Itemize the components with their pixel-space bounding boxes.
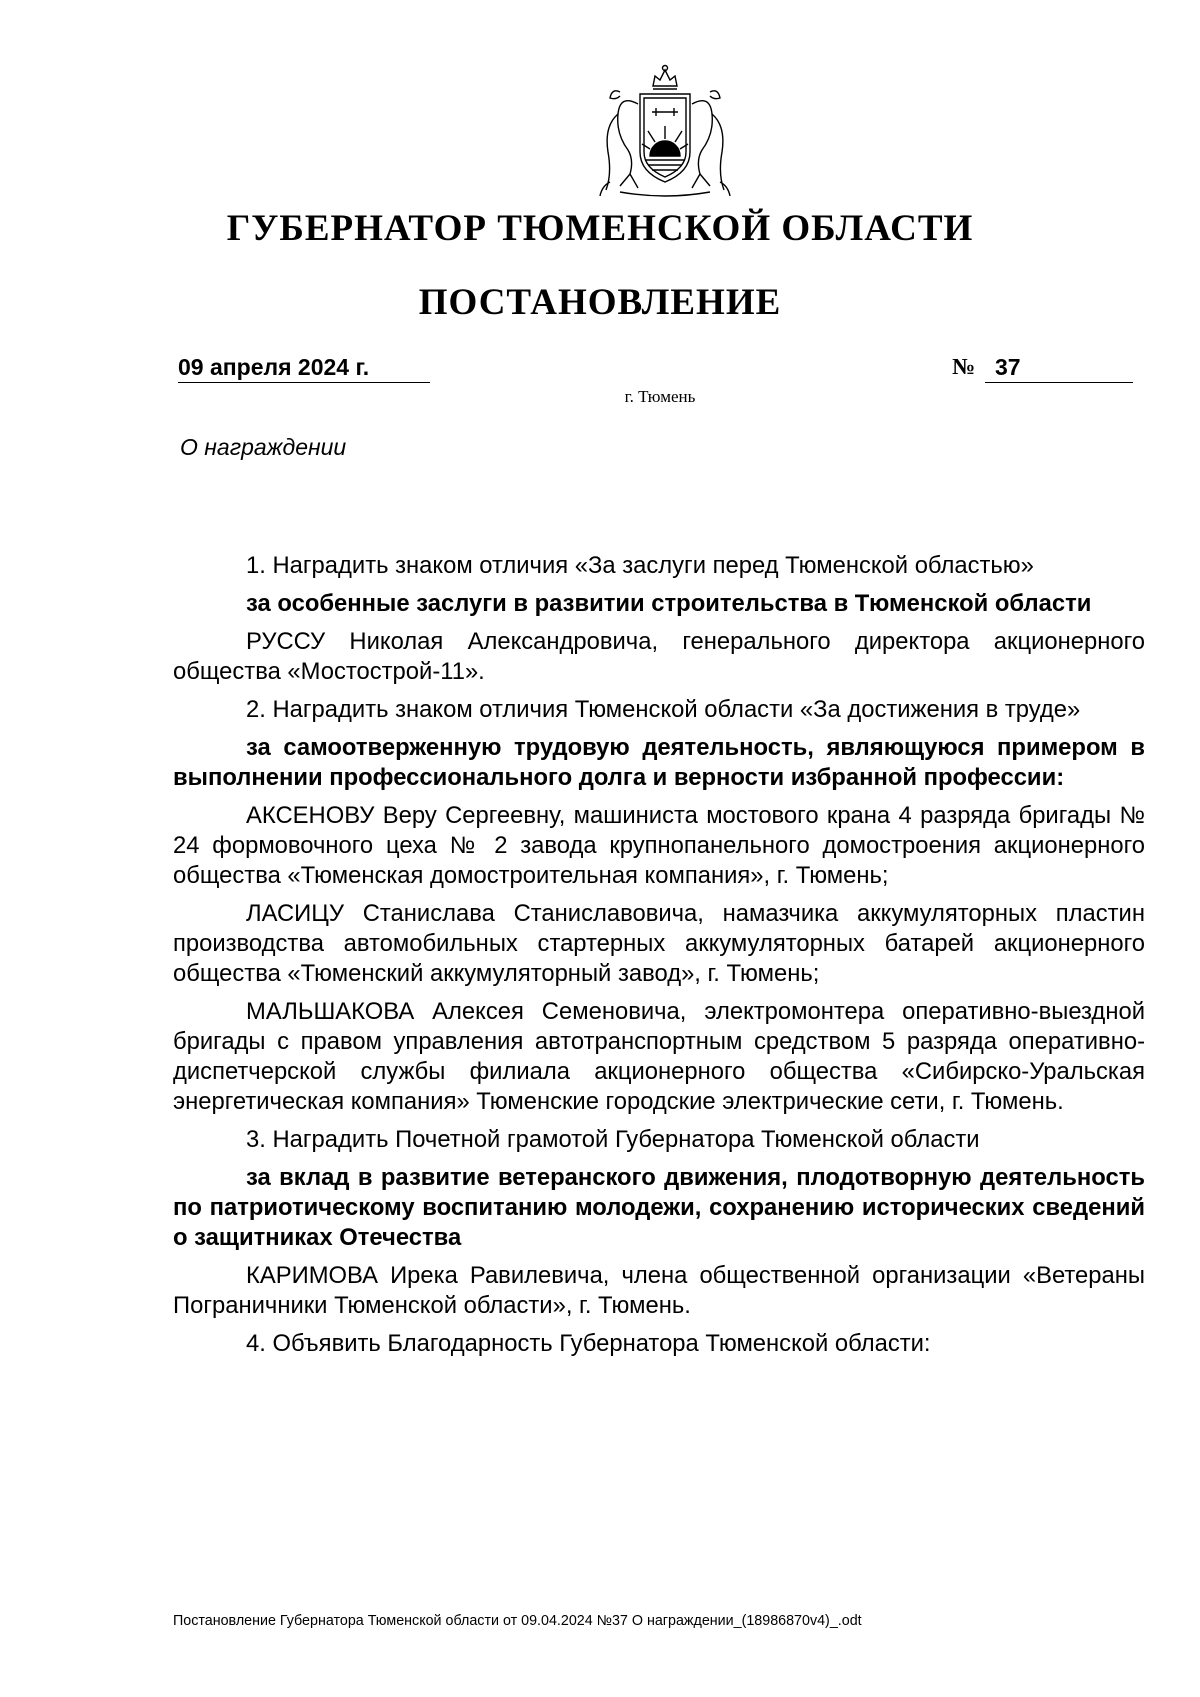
body-paragraph: РУССУ Николая Александровича, генерального директора акционерного общества «Мостострой-11». (173, 628, 1145, 685)
document-body (173, 551, 1145, 1367)
body-paragraph: МАЛЬШАКОВА Алексея Семеновича, электромонтера оперативно-выездной бригады с правом управления автотранспортным средством 5 разряда оперативно-диспетчерской службы филиала акционерного общества «Сибирско-Уральская энергетическая компания» Тюменские городские электрические сети, г. Тюмень. (173, 998, 1145, 1115)
number-sign: № (952, 354, 976, 379)
body-paragraph: 3. Наградить Почетной грамотой Губернатора Тюменской области (246, 1126, 980, 1153)
body-paragraph-bold: за особенные заслуги в развитии строительства в Тюменской области (246, 590, 1092, 617)
body-paragraph: 1. Наградить знаком отличия «За заслуги перед Тюменской областью» (246, 552, 1034, 579)
body-paragraph: КАРИМОВА Ирека Равилевича, члена общественной организации «Ветераны Пограничники Тюменской области», г. Тюмень. (173, 1262, 1145, 1319)
document-number-field (985, 352, 1133, 383)
page-footer: Постановление Губернатора Тюменской области от 09.04.2024 №37 О награждении_(18986870v4)_.odt (173, 1613, 862, 1629)
document-subject: О награждении (180, 434, 347, 460)
body-paragraph: ЛАСИЦУ Станислава Станиславовича, намазчика аккумуляторных пластин производства автомобильных стартерных аккумуляторных батарей акционерного общества «Тюменский аккумуляторный завод», г. Тюмень; (173, 900, 1145, 987)
body-paragraph-bold: за вклад в развитие ветеранского движения, плодотворную деятельность по патриотическому воспитанию молодежи, сохранению исторических сведений о защитниках Отечества (173, 1164, 1145, 1251)
document-date: 09 апреля 2024 г. (178, 352, 430, 383)
body-paragraph: 2. Наградить знаком отличия Тюменской области «За достижения в труде» (246, 696, 1081, 723)
body-paragraph: 4. Объявить Благодарность Губернатора Тюменской области: (246, 1330, 931, 1357)
document-type-title: ПОСТАНОВЛЕНИЕ (418, 282, 782, 323)
authority-title: ГУБЕРНАТОР ТЮМЕНСКОЙ ОБЛАСТИ (226, 208, 974, 249)
document-city: г. Тюмень (624, 387, 696, 406)
document-number: 37 (995, 354, 1021, 380)
body-paragraph: АКСЕНОВУ Веру Сергеевну, машиниста мостового крана 4 разряда бригады № 24 формовочного цеха № 2 завода крупнопанельного домостроения акционерного общества «Тюменская домостроительная компания», г. Тюмень; (173, 802, 1145, 889)
body-paragraph-bold: за самоотверженную трудовую деятельность, являющуюся примером в выполнении профессионального долга и верности избранной профессии: (173, 734, 1145, 791)
coat-of-arms-icon (590, 64, 740, 204)
